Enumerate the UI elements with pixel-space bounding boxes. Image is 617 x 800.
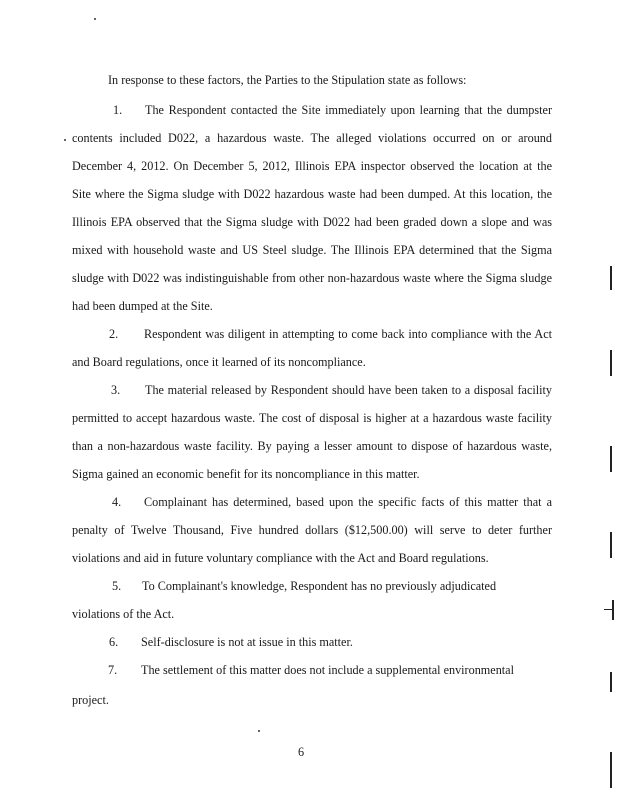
paragraph-number: 6. [109,635,119,649]
paragraph-line: had been dumped at the Site. [72,299,213,313]
paragraph-line: violations and aid in future voluntary compliance with the Act and Board regulations. [72,551,489,565]
paragraph-line: Site where the Sigma sludge with D022 hazardous waste had been dumped. At this location, the [72,187,552,201]
paragraph-number: 5. [112,579,122,593]
scan-mark [604,609,614,610]
scan-mark [612,600,614,620]
paragraph-line: Sigma gained an economic benefit for its noncompliance in this matter. [72,467,420,481]
scan-speck [94,18,96,20]
paragraph-first-line: The material released by Respondent should have been taken to a disposal facility [145,383,552,397]
paragraph-line: violations of the Act. [72,607,175,621]
page-number: 6 [298,745,305,759]
scan-mark [610,446,612,472]
paragraph-line: project. [72,693,109,707]
paragraph-line: Illinois EPA observed that the Sigma sludge with D022 had been graded down a slope and was [72,215,552,229]
scan-mark [610,672,612,692]
paragraph-first-line: The Respondent contacted the Site immediately upon learning that the dumpster [145,103,552,117]
paragraph-number: 3. [111,383,121,397]
paragraph-first-line: Self-disclosure is not at issue in this matter. [141,635,353,649]
paragraph-line: sludge with D022 was indistinguishable from other non-hazardous waste where the Sigma sludge [72,271,552,285]
paragraph-line: contents included D022, a hazardous waste. The alleged violations occurred on or around [72,131,552,145]
scan-speck [64,139,66,141]
paragraph-line: penalty of Twelve Thousand, Five hundred dollars ($12,500.00) will serve to deter further [72,523,552,537]
paragraph-first-line: Complainant has determined, based upon the specific facts of this matter that a [144,495,552,509]
paragraph-first-line: To Complainant's knowledge, Respondent has no previously adjudicated [142,579,497,593]
scan-mark [610,266,612,290]
paragraph-line: December 4, 2012. On December 5, 2012, Illinois EPA inspector observed the location at the [72,159,552,173]
scan-mark [610,532,612,558]
paragraph-line: permitted to accept hazardous waste. The cost of disposal is higher at a hazardous waste facility [72,411,552,425]
scan-mark [610,752,612,788]
paragraph-line: than a non-hazardous waste facility. By paying a lesser amount to dispose of hazardous waste, [72,439,552,453]
paragraph-first-line: Respondent was diligent in attempting to come back into compliance with the Act [144,327,552,341]
intro-text: In response to these factors, the Parties to the Stipulation state as follows: [108,73,467,87]
paragraph-number: 7. [108,663,118,677]
paragraph-number: 2. [109,327,119,341]
paragraph-line: and Board regulations, once it learned of its noncompliance. [72,355,366,369]
scan-speck [258,730,260,732]
paragraph-line: mixed with household waste and US Steel sludge. The Illinois EPA determined that the Sigma [72,243,552,257]
paragraph-number: 1. [113,103,123,117]
paragraph-number: 4. [112,495,122,509]
scan-mark [610,350,612,376]
paragraph-first-line: The settlement of this matter does not include a supplemental environmental [141,663,514,677]
